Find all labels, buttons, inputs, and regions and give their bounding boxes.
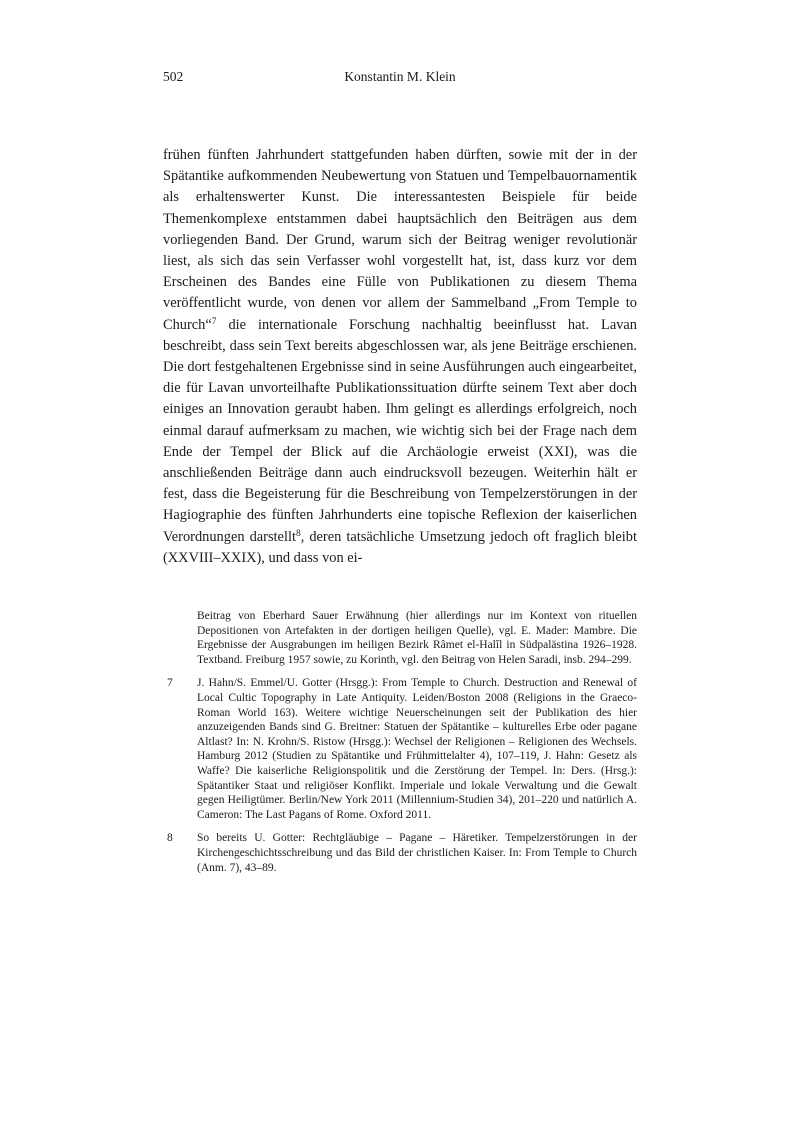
body-text-segment-1: frühen fünften Jahrhundert stattgefunden haben dürften, sowie mit der in der Spätantike aufkommenden Neubewertung von Statuen und Tempelbauornamentik als erhaltenswerter Kunst. Die interessantesten Beispiele für beide Themenkomplexe entstammen dabei hauptsächlich den Beiträgen aus dem vorliegenden Band. Der Grund, warum sich der Beitrag weniger revolutionär liest, als sich das sein Verfasser wohl vorgestellt hat, ist, dass kurz vor dem Erscheinen des Bandes eine Fülle von Publikationen zu diesem Thema veröffentlicht wurde, von denen vor allem der Sammelband „From Temple to Church“ (163, 147, 637, 333)
footnote-7 (163, 676, 637, 822)
page-content (163, 0, 637, 1131)
footnote-ref-8: 8 (295, 528, 301, 539)
footnote-ref-7: 7 (211, 316, 217, 327)
body-paragraph (163, 145, 637, 569)
footnote-8 (163, 831, 637, 875)
footnotes-section (163, 609, 637, 884)
body-text-segment-3: , deren tatsächliche Umsetzung jedoch oft fraglich bleibt (XXVIII–XXIX), und dass von ei- (163, 528, 637, 566)
footnote-text: So bereits U. Gotter: Rechtgläubige – Pagane – Häretiker. Tempelzerstörungen in der Kirchengeschichtsschreibung und das Bild der christlichen Kaiser. In: From Temple to Church (Anm. 7), 43–89. (197, 832, 637, 874)
page-number: 502 (163, 69, 184, 84)
footnote-text: J. Hahn/S. Emmel/U. Gotter (Hrsgg.): From Temple to Church. Destruction and Renewal of Local Cultic Topography in Late Antiquity. Leiden/Boston 2008 (Religions in the Graeco-Roman World 163). Weitere wichtige Neuerscheinungen seit der Publikation des hier anzuzeigenden Bands sind G. Breitner: Statuen der Spätantike – kulturelles Erbe oder pagane Altlast? In: N. Krohn/S. Ristow (Hrsgg.): Wechsel der Religionen – Religionen des Wechsels. Hamburg 2012 (Studien zu Spätantike und Frühmittelalter 4), 107–119, J. Hahn: Gesetz als Waffe? Die kaiserliche Religionspolitik und die Zerstörung der Tempel. In: Ders. (Hrsg.): Spätantiker Staat und religiöser Konflikt. Imperiale und lokale Verwaltung und die Gewalt gegen Heiligtümer. Berlin/New York 2011 (Millennium-Studien 34), 201–220 und natürlich A. Cameron: The Last Pagans of Rome. Oxford 2011. (197, 677, 637, 821)
footnote-number: 8 (167, 832, 173, 845)
footnote-text: Beitrag von Eberhard Sauer Erwähnung (hier allerdings nur im Kontext von rituellen Depositionen von Artefakten in der dortigen heiligen Quelle), vgl. E. Mader: Mambre. Die Ergebnisse der Ausgrabungen im heiligen Bezirk Râmet el-Halîl in Südpalästina 1926–1928. Textband. Freiburg 1957 sowie, zu Korinth, vgl. den Beitrag von Helen Saradi, insb. 294–299. (197, 610, 637, 666)
footnote-continuation (163, 609, 637, 667)
running-header (163, 69, 637, 85)
running-title: Konstantin M. Klein (344, 69, 456, 84)
body-text-segment-2: die internationale Forschung nachhaltig beeinflusst hat. Lavan beschreibt, dass sein Text bereits abgeschlossen war, als jene Beiträge erschienen. Die dort festgehaltenen Ergebnisse sind in seine Ausführungen auch eingearbeitet, die für Lavan unvorteilhafte Publikationssituation dürfte seinem Text aber doch einiges an Innovation geraubt haben. Ihm gelingt es allerdings erfolgreich, noch einmal darauf aufmerksam zu machen, wie wichtig sich bei der Frage nach dem Ende der Tempel der Blick auf die Archäologie erweist (XXI), was die anschließenden Beiträge dann auch eindrucksvoll bezeugen. Weiterhin hält er fest, dass die Begeisterung für die Beschreibung von Tempelzerstörungen in der Hagiographie des fünften Jahrhunderts eine topische Reflexion der kaiserlichen Verordnungen darstellt (163, 316, 637, 545)
footnote-number: 7 (167, 677, 173, 690)
